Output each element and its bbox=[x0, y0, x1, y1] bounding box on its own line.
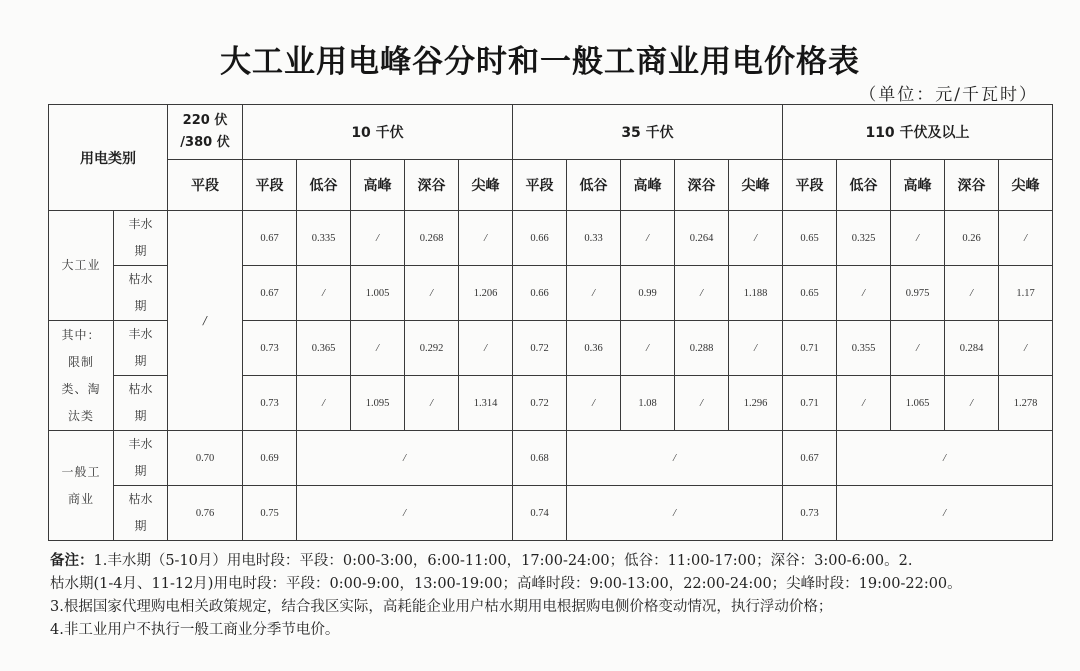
season-line: 枯水 bbox=[128, 272, 153, 286]
season-line: 期 bbox=[134, 244, 147, 258]
notes-label: 备注： bbox=[50, 552, 94, 569]
cell: 0.67 bbox=[783, 431, 837, 486]
cell: 0.76 bbox=[168, 486, 243, 541]
cell: 0.264 bbox=[675, 211, 729, 266]
cell: / bbox=[729, 321, 783, 376]
header-period: 平段 bbox=[243, 160, 297, 211]
note-text: 1.丰水期（5-10月）用电时段：平段：0:00-3:00，6:00-11:00，17:00-24:00；低谷：11:00-17:00；深谷：3:00-6:00。2. bbox=[93, 553, 913, 569]
cell-na: / bbox=[297, 486, 513, 541]
season-wet bbox=[114, 321, 168, 376]
cell: 0.355 bbox=[837, 321, 891, 376]
cell: 0.67 bbox=[243, 211, 297, 266]
cell: 1.296 bbox=[729, 376, 783, 431]
cell: / bbox=[837, 266, 891, 321]
cell: / bbox=[891, 321, 945, 376]
cell: 0.26 bbox=[945, 211, 999, 266]
cell: / bbox=[621, 321, 675, 376]
cell: / bbox=[891, 211, 945, 266]
season-dry bbox=[114, 266, 168, 321]
cell: / bbox=[999, 321, 1053, 376]
header-row-periods bbox=[49, 160, 1053, 211]
cell: / bbox=[675, 266, 729, 321]
cell: / bbox=[729, 211, 783, 266]
season-dry bbox=[114, 376, 168, 431]
season-line: 期 bbox=[134, 519, 147, 533]
cell: / bbox=[837, 376, 891, 431]
header-period: 深谷 bbox=[675, 160, 729, 211]
cell-na: / bbox=[567, 431, 783, 486]
cell: / bbox=[405, 376, 459, 431]
cell: 0.33 bbox=[567, 211, 621, 266]
category-line: 一般工 bbox=[61, 464, 101, 479]
cell: / bbox=[945, 376, 999, 431]
cell: 0.975 bbox=[891, 266, 945, 321]
cell: 0.73 bbox=[243, 321, 297, 376]
header-period: 低谷 bbox=[567, 160, 621, 211]
unit-label: （单位：元/千瓦时） bbox=[859, 85, 1038, 105]
document-title: 大工业用电峰谷分时和一般工商业用电价格表 bbox=[220, 44, 860, 80]
cell: 0.73 bbox=[783, 486, 837, 541]
cell: / bbox=[567, 376, 621, 431]
header-period: 高峰 bbox=[621, 160, 675, 211]
cell: 0.325 bbox=[837, 211, 891, 266]
header-period: 尖峰 bbox=[729, 160, 783, 211]
season-wet bbox=[114, 431, 168, 486]
cell: / bbox=[351, 211, 405, 266]
category-line: 商业 bbox=[67, 491, 94, 506]
cell: 0.67 bbox=[243, 266, 297, 321]
cell: 0.365 bbox=[297, 321, 351, 376]
cell: / bbox=[945, 266, 999, 321]
cell-na: / bbox=[567, 486, 783, 541]
cell: 1.17 bbox=[999, 266, 1053, 321]
header-35kv: 35 千伏 bbox=[513, 105, 783, 160]
cell: 0.68 bbox=[513, 431, 567, 486]
season-line: 期 bbox=[134, 299, 147, 313]
note-line-4: 4.非工业用户不执行一般工商业分季节电价。 bbox=[50, 622, 340, 638]
cell: 0.71 bbox=[783, 321, 837, 376]
cell-na: / bbox=[837, 486, 1053, 541]
cell: / bbox=[567, 266, 621, 321]
header-period: 深谷 bbox=[405, 160, 459, 211]
cell: 1.314 bbox=[459, 376, 513, 431]
cell: / bbox=[459, 211, 513, 266]
cell: / bbox=[297, 266, 351, 321]
cell: 1.188 bbox=[729, 266, 783, 321]
header-period: 平段 bbox=[168, 160, 243, 211]
table-row bbox=[49, 486, 1053, 541]
cell: 0.70 bbox=[168, 431, 243, 486]
season-line: 期 bbox=[134, 409, 147, 423]
header-110kv: 110 千伏及以上 bbox=[783, 105, 1053, 160]
note-line-2: 枯水期(1-4月、11-12月)用电时段：平段：0:00-9:00，13:00-19:00；高峰时段：9:00-13:00，22:00-24:00；尖峰时段：19:00-22:00。 bbox=[50, 576, 962, 592]
cell: 0.292 bbox=[405, 321, 459, 376]
header-period: 尖峰 bbox=[999, 160, 1053, 211]
header-period: 低谷 bbox=[837, 160, 891, 211]
header-period: 深谷 bbox=[945, 160, 999, 211]
season-line: 期 bbox=[134, 464, 147, 478]
cell: / bbox=[297, 376, 351, 431]
header-period: 高峰 bbox=[351, 160, 405, 211]
cell-na: / bbox=[297, 431, 513, 486]
header-period: 高峰 bbox=[891, 160, 945, 211]
category-line: 限制 bbox=[67, 354, 94, 369]
note-line-3: 3.根据国家代理购电相关政策规定，结合我区实际，高耗能企业用户枯水期用电根据购电侧价格变动情况，执行浮动价格； bbox=[50, 599, 833, 615]
category-line: 类、淘 bbox=[61, 381, 101, 396]
cell: 0.74 bbox=[513, 486, 567, 541]
cell: 1.065 bbox=[891, 376, 945, 431]
header-10kv: 10 千伏 bbox=[243, 105, 513, 160]
cell: 0.65 bbox=[783, 211, 837, 266]
table-row bbox=[49, 211, 1053, 266]
cell: 0.71 bbox=[783, 376, 837, 431]
cell: 0.66 bbox=[513, 211, 567, 266]
cell: 0.72 bbox=[513, 321, 567, 376]
cell: 0.65 bbox=[783, 266, 837, 321]
cell: 0.288 bbox=[675, 321, 729, 376]
note-line-1 bbox=[50, 549, 1060, 573]
season-line: 枯水 bbox=[128, 382, 153, 396]
cell: 0.284 bbox=[945, 321, 999, 376]
header-220v bbox=[168, 105, 243, 160]
cell: 1.278 bbox=[999, 376, 1053, 431]
season-line: 枯水 bbox=[128, 492, 153, 506]
header-row-voltage bbox=[49, 105, 1053, 160]
table-row bbox=[49, 431, 1053, 486]
category-restricted bbox=[49, 321, 114, 431]
header-period: 平段 bbox=[783, 160, 837, 211]
v220-industry-na: / bbox=[168, 211, 243, 431]
cell: 0.66 bbox=[513, 266, 567, 321]
cell: 0.335 bbox=[297, 211, 351, 266]
cell: 1.08 bbox=[621, 376, 675, 431]
cell: 1.005 bbox=[351, 266, 405, 321]
header-period: 尖峰 bbox=[459, 160, 513, 211]
cell: / bbox=[459, 321, 513, 376]
season-wet bbox=[114, 211, 168, 266]
cell: / bbox=[621, 211, 675, 266]
cell: / bbox=[405, 266, 459, 321]
season-dry bbox=[114, 486, 168, 541]
category-general-commercial bbox=[49, 431, 114, 541]
cell: 0.36 bbox=[567, 321, 621, 376]
cell: 0.75 bbox=[243, 486, 297, 541]
header-period: 平段 bbox=[513, 160, 567, 211]
header-220v-line1: 220 伏 bbox=[182, 113, 228, 128]
season-line: 丰水 bbox=[128, 327, 153, 341]
season-line: 丰水 bbox=[128, 217, 153, 231]
category-line: 其中： bbox=[61, 327, 101, 342]
cell: 0.99 bbox=[621, 266, 675, 321]
notes bbox=[50, 549, 1060, 642]
header-period: 低谷 bbox=[297, 160, 351, 211]
category-large-industry: 大工业 bbox=[49, 211, 114, 321]
category-line: 汰类 bbox=[67, 408, 94, 423]
cell: 0.73 bbox=[243, 376, 297, 431]
cell: / bbox=[351, 321, 405, 376]
cell: 1.206 bbox=[459, 266, 513, 321]
cell: / bbox=[675, 376, 729, 431]
season-line: 期 bbox=[134, 354, 147, 368]
header-category: 用电类别 bbox=[49, 105, 168, 211]
cell: 0.268 bbox=[405, 211, 459, 266]
header-220v-line2: /380 伏 bbox=[180, 135, 230, 150]
season-line: 丰水 bbox=[128, 437, 153, 451]
cell: 0.72 bbox=[513, 376, 567, 431]
cell: 1.095 bbox=[351, 376, 405, 431]
cell: / bbox=[999, 211, 1053, 266]
cell: 0.69 bbox=[243, 431, 297, 486]
price-table bbox=[48, 104, 1053, 541]
cell-na: / bbox=[837, 431, 1053, 486]
